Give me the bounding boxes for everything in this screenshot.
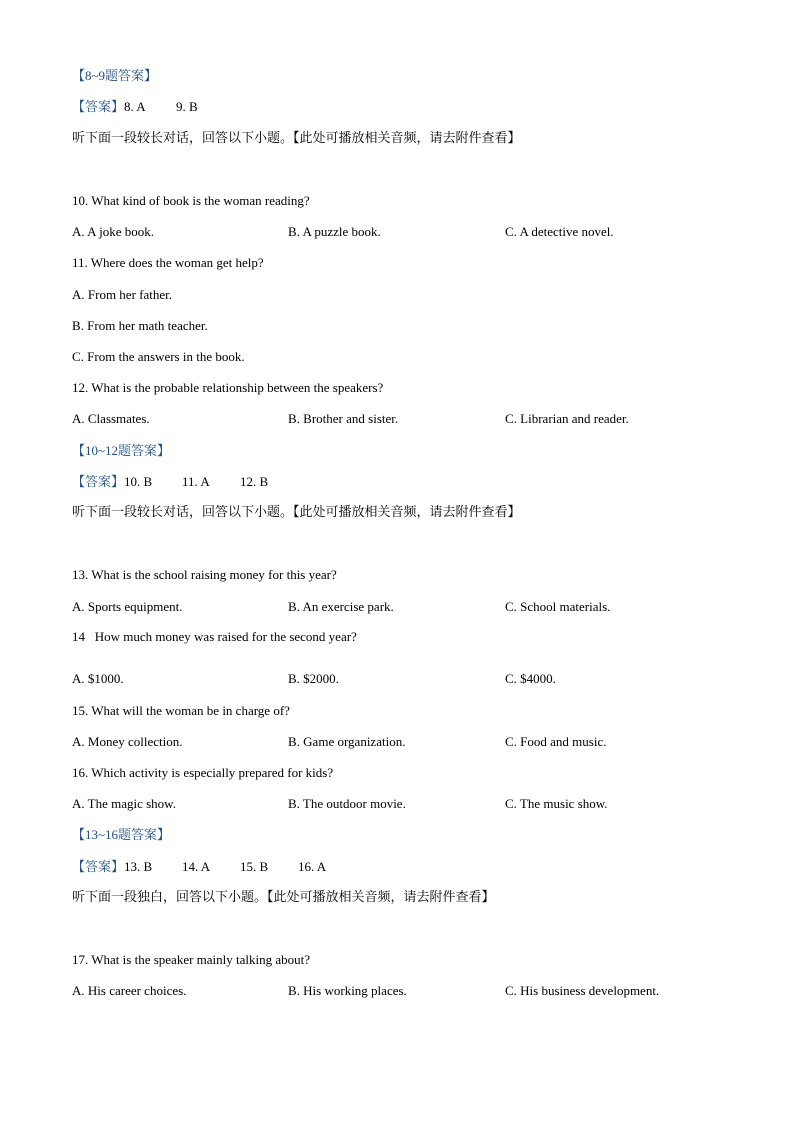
question-16-stem: 16. Which activity is especially prepared for kids? xyxy=(72,765,334,780)
section-heading-8-9: 【8~9题答案】 xyxy=(72,68,158,83)
answer-15: 15. B xyxy=(240,859,269,874)
question-13-option-b: B. An exercise park. xyxy=(288,599,394,614)
question-12-option-c: C. Librarian and reader. xyxy=(505,411,629,426)
answer-14: 14. A xyxy=(182,859,211,874)
answer-13: 13. B xyxy=(124,859,153,874)
question-15-option-a: A. Money collection. xyxy=(72,734,183,749)
question-13-option-a: A. Sports equipment. xyxy=(72,599,183,614)
question-11-option-a: A. From her father. xyxy=(72,287,173,302)
question-11-option-b: B. From her math teacher. xyxy=(72,318,208,333)
question-14-option-b: B. $2000. xyxy=(288,671,339,686)
answer-12: 12. B xyxy=(240,474,269,489)
question-12-stem: 12. What is the probable relationship between the speakers? xyxy=(72,380,384,395)
listening-instruction-1: 听下面一段较长对话，回答以下小题。【此处可播放相关音频，请去附件查看】 xyxy=(72,131,521,146)
question-13-option-c: C. School materials. xyxy=(505,599,611,614)
answer-line-13-16 xyxy=(72,858,326,877)
question-17-option-a: A. His career choices. xyxy=(72,983,187,998)
answer-8: 8. A xyxy=(124,99,146,114)
question-10-stem: 10. What kind of book is the woman reading? xyxy=(72,193,310,208)
question-15-stem: 15. What will the woman be in charge of? xyxy=(72,703,290,718)
question-17-option-c: C. His business development. xyxy=(505,983,660,998)
section-heading-13-16: 【13~16题答案】 xyxy=(72,827,171,842)
answer-tag: 【答案】 xyxy=(72,100,125,115)
question-14-option-c: C. $4000. xyxy=(505,671,556,686)
answer-tag: 【答案】 xyxy=(72,475,125,490)
answer-10: 10. B xyxy=(124,474,153,489)
question-16-option-c: C. The music show. xyxy=(505,796,608,811)
question-17-option-b: B. His working places. xyxy=(288,983,407,998)
answer-line-8-9 xyxy=(72,98,198,117)
answer-9: 9. B xyxy=(176,99,198,114)
question-16-option-b: B. The outdoor movie. xyxy=(288,796,406,811)
question-11-stem: 11. Where does the woman get help? xyxy=(72,255,264,270)
question-10-option-c: C. A detective novel. xyxy=(505,224,614,239)
answer-line-10-12 xyxy=(72,473,268,492)
section-heading-10-12: 【10~12题答案】 xyxy=(72,443,171,458)
question-16-option-a: A. The magic show. xyxy=(72,796,176,811)
question-15-option-b: B. Game organization. xyxy=(288,734,406,749)
listening-instruction-2: 听下面一段较长对话，回答以下小题。【此处可播放相关音频，请去附件查看】 xyxy=(72,505,521,520)
question-17-stem: 17. What is the speaker mainly talking about? xyxy=(72,952,311,967)
question-11-option-c: C. From the answers in the book. xyxy=(72,349,245,364)
question-10-option-b: B. A puzzle book. xyxy=(288,224,381,239)
answer-16: 16. A xyxy=(298,859,327,874)
listening-instruction-3: 听下面一段独白，回答以下小题。【此处可播放相关音频，请去附件查看】 xyxy=(72,890,495,905)
question-14-option-a: A. $1000. xyxy=(72,671,124,686)
question-13-stem: 13. What is the school raising money for this year? xyxy=(72,567,337,582)
question-10-option-a: A. A joke book. xyxy=(72,224,154,239)
question-12-option-a: A. Classmates. xyxy=(72,411,150,426)
answer-tag: 【答案】 xyxy=(72,860,125,875)
question-14-stem: 14 How much money was raised for the second year? xyxy=(72,629,357,644)
question-15-option-c: C. Food and music. xyxy=(505,734,607,749)
question-12-option-b: B. Brother and sister. xyxy=(288,411,399,426)
answer-11: 11. A xyxy=(182,474,210,489)
